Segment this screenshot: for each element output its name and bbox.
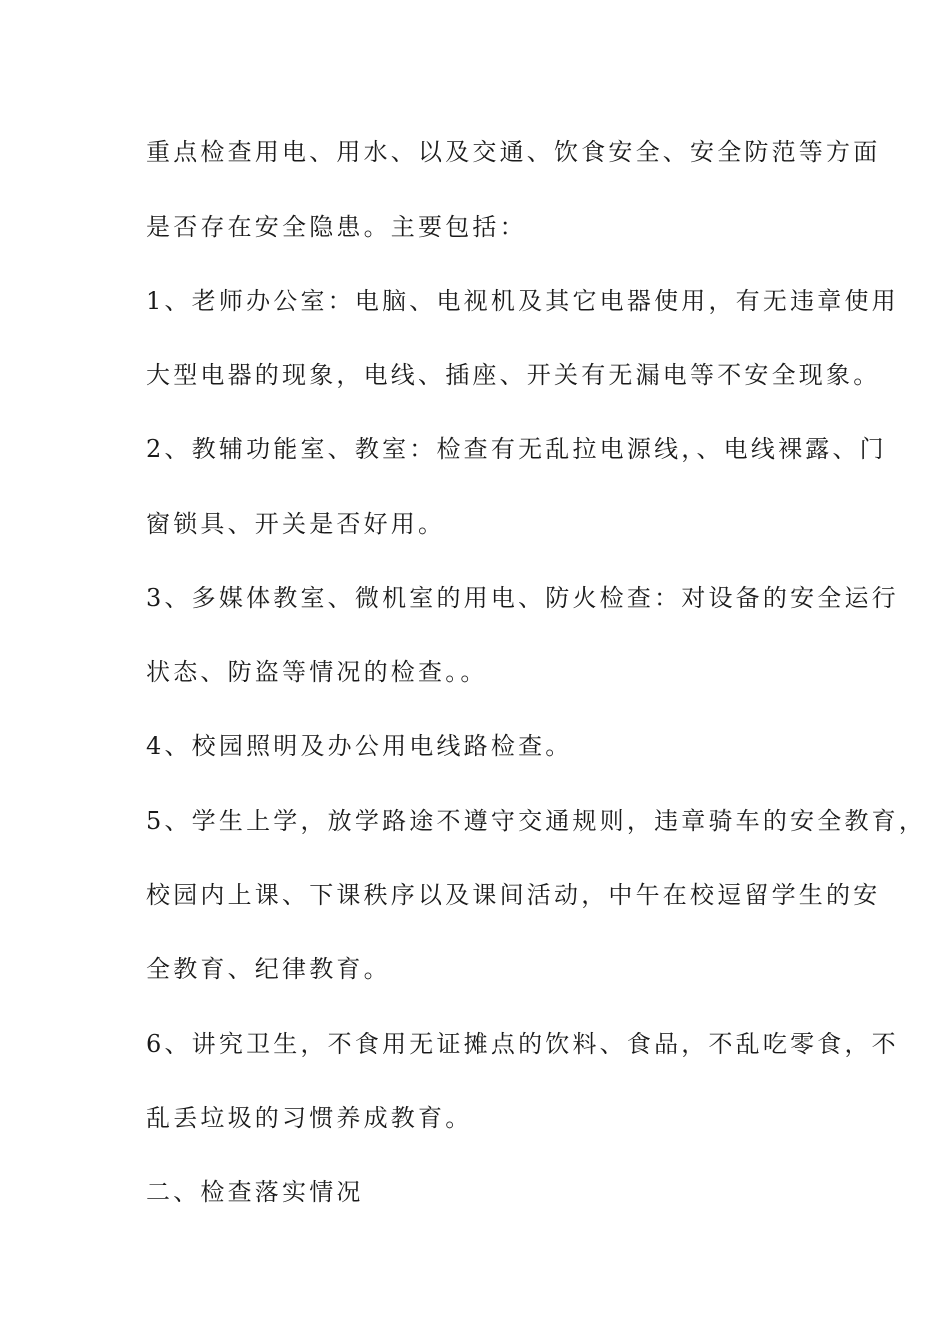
list-item-line: 5、学生上学，放学路途不遵守交通规则，违章骑车的安全教育， — [146, 807, 927, 835]
paragraph-line: 是否存在安全隐患。主要包括： — [146, 213, 527, 241]
list-item-line: 全教育、纪律教育。 — [146, 955, 391, 983]
list-item-line: 大型电器的现象，电线、插座、开关有无漏电等不安全现象。 — [146, 361, 881, 389]
list-item-line: 状态、防盗等情况的检查。。 — [146, 658, 488, 686]
list-item-line: 3、多媒体教室、微机室的用电、防火检查：对设备的安全运行 — [146, 584, 899, 612]
list-item-line: 1、老师办公室：电脑、电视机及其它电器使用，有无违章使用 — [146, 287, 899, 315]
list-item-line: 校园内上课、下课秩序以及课间活动，中午在校逗留学生的安 — [146, 881, 881, 909]
list-item-line: 4、校园照明及办公用电线路检查。 — [146, 732, 573, 760]
list-item-line: 6、讲究卫生，不食用无证摊点的饮料、食品，不乱吃零食，不 — [146, 1030, 899, 1058]
list-item-line: 乱丢垃圾的习惯养成教育。 — [146, 1104, 473, 1132]
list-item-line: 窗锁具、开关是否好用。 — [146, 510, 446, 538]
paragraph-line: 重点检查用电、用水、以及交通、饮食安全、安全防范等方面 — [146, 138, 881, 166]
section-heading: 二、检查落实情况 — [146, 1178, 364, 1206]
list-item-line: 2、教辅功能室、教室：检查有无乱拉电源线，、电线裸露、门 — [146, 435, 887, 463]
